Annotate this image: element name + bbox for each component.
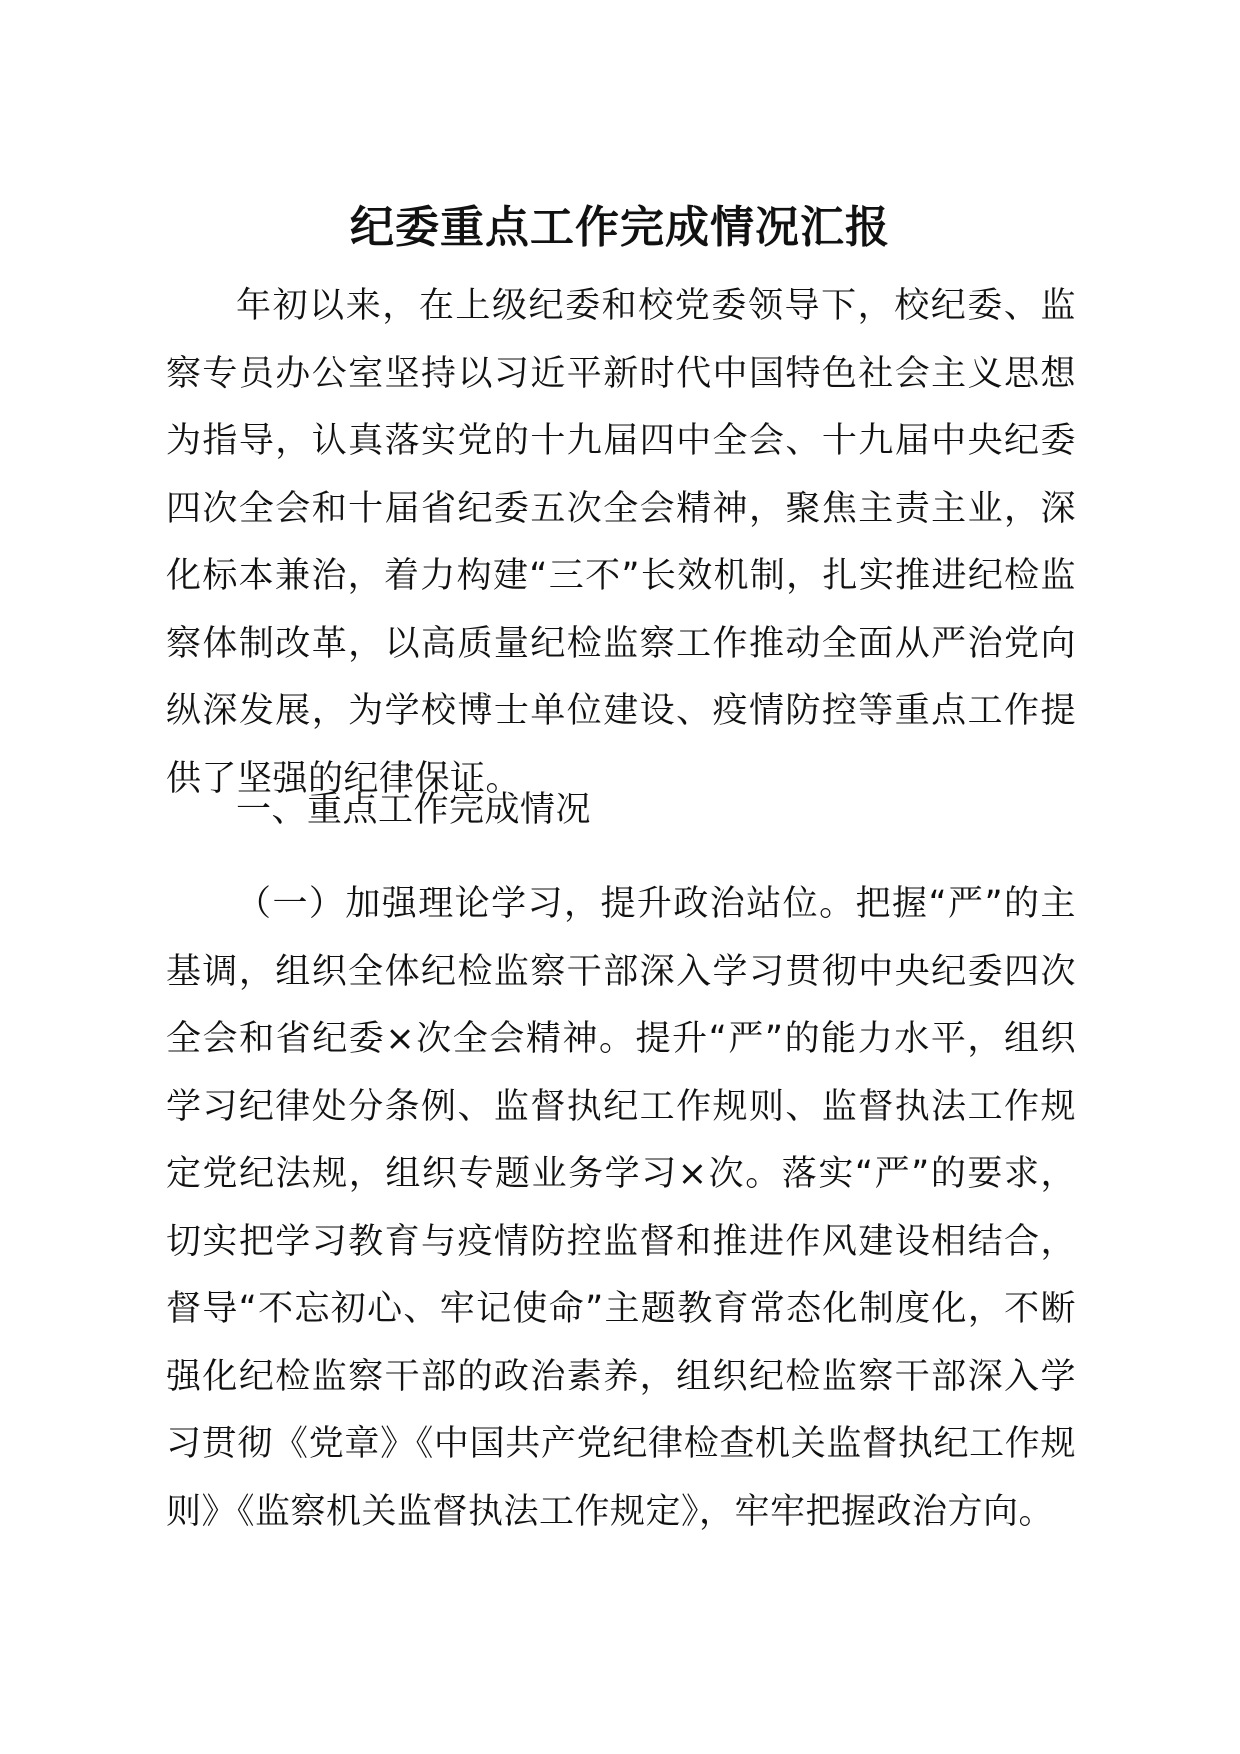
paragraph-one: （一）加强理论学习，提升政治站位。把握“严”的主基调，组织全体纪检监察干部深入学习贯彻中央纪委四次全会和省纪委×次全会精神。提升“严”的能力水平，组织学习纪律处分条例、监督执纪工作规则、监督执法工作规定党纪法规，组织专题业务学习×次。落实“严”的要求，切实把学习教育与疫情防控监督和推进作风建设相结合，督导“不忘初心、牢记使命”主题教育常态化制度化，不断强化纪检监察干部的政治素养，组织纪检监察干部深入学习贯彻《党章》《中国共产党纪律检查机关监督执纪工作规则》《监察机关监督执法工作规定》，牢牢把握政治方向。 (166, 884, 1076, 1532)
document-title: 纪委重点工作完成情况汇报 (350, 202, 890, 253)
section-heading: 一、重点工作完成情况 (236, 790, 592, 830)
intro-paragraph: 年初以来，在上级纪委和校党委领导下，校纪委、监察专员办公室坚持以习近平新时代中国特色社会主义思想为指导，认真落实党的十九届四中全会、十九届中央纪委四次全会和十届省纪委五次全会精神，聚焦主责主业，深化标本兼治，着力构建“三不”长效机制，扎实推进纪检监察体制改革，以高质量纪检监察工作推动全面从严治党向纵深发展，为学校博士单位建设、疫情防控等重点工作提供了坚强的纪律保证。 (166, 286, 1076, 799)
